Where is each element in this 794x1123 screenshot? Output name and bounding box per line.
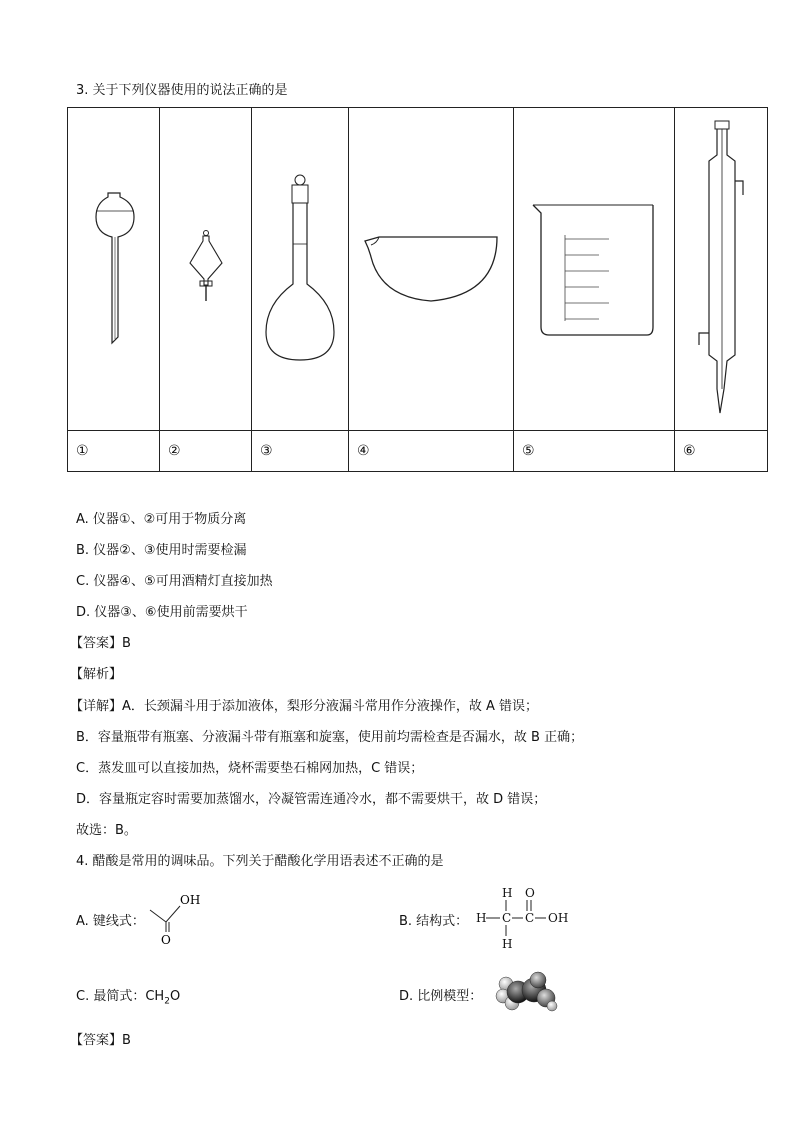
- q3-option-c: C. 仪器④、⑤可用酒精灯直接加热: [76, 574, 273, 589]
- label-1: ①: [68, 431, 160, 472]
- skeletal-formula: [146, 890, 216, 948]
- q4-option-d-label: D. 比例模型：: [399, 989, 483, 1004]
- evaporating-dish-icon: [361, 229, 501, 309]
- apparatus-table: [67, 107, 768, 472]
- skeletal-o-label: O: [161, 933, 171, 947]
- struct-oh: OH: [548, 911, 569, 925]
- label-3: ③: [252, 431, 349, 472]
- empirical-formula-end: O: [169, 989, 181, 1004]
- empirical-formula-subscript: 2: [164, 996, 170, 1007]
- empirical-formula-main: CH: [145, 989, 165, 1004]
- volumetric-flask-icon: [260, 174, 340, 364]
- q4-option-b-label: B. 结构式：: [399, 914, 469, 929]
- label-5: ⑤: [514, 431, 675, 472]
- q3-option-a: A. 仪器①、②可用于物质分离: [76, 512, 247, 527]
- q4-option-c: [76, 985, 180, 1007]
- struct-c-1: C: [502, 911, 512, 925]
- cell-5: [514, 108, 675, 431]
- struct-h-left: H: [476, 911, 487, 925]
- label-4: ④: [349, 431, 514, 472]
- question-4-title: 4. 醋酸是常用的调味品。下列关于醋酸化学用语表述不正确的是: [76, 854, 444, 869]
- q3-explain-4: D．容量瓶定容时需要加蒸馏水，冷凝管需连通冷水，都不需要烘干，故 D 错误；: [76, 792, 547, 807]
- q3-option-d: D. 仪器③、⑥使用前需要烘干: [76, 605, 248, 620]
- beaker-icon: [529, 199, 659, 339]
- struct-h-top: H: [502, 886, 513, 900]
- condenser-icon: [691, 119, 751, 419]
- struct-o-top: O: [525, 886, 535, 900]
- long-neck-funnel-icon: [84, 189, 144, 349]
- struct-h-bottom: H: [502, 937, 513, 951]
- label-2: ②: [160, 431, 252, 472]
- q3-explain-2: B．容量瓶带有瓶塞、分液漏斗带有瓶塞和旋塞，使用前均需检查是否漏水，故 B 正确；: [76, 730, 584, 745]
- struct-c-2: C: [525, 911, 535, 925]
- q3-answer: 【答案】B: [70, 636, 131, 651]
- question-3-title: 3. 关于下列仪器使用的说法正确的是: [76, 83, 288, 98]
- label-6: ⑥: [675, 431, 768, 472]
- cell-4: [349, 108, 514, 431]
- q4-answer: 【答案】B: [70, 1033, 131, 1048]
- q4-option-c-label: C. 最简式：: [76, 989, 146, 1004]
- q3-option-b: B. 仪器②、③使用时需要检漏: [76, 543, 247, 558]
- cell-3: [252, 108, 349, 431]
- q4-option-a-label: A. 键线式：: [76, 914, 145, 929]
- cell-1: [68, 108, 160, 431]
- cell-2: [160, 108, 252, 431]
- separatory-funnel-icon: [186, 229, 226, 309]
- space-filling-model-icon: [494, 970, 560, 1014]
- cell-6: [675, 108, 768, 431]
- q3-explain-1: 【详解】A．长颈漏斗用于添加液体，梨形分液漏斗常用作分液操作，故 A 错误；: [70, 699, 539, 714]
- q3-explain-3: C．蒸发皿可以直接加热，烧杯需要垫石棉网加热，C 错误；: [76, 761, 424, 776]
- q3-analysis-heading: 【解析】: [70, 667, 123, 682]
- q3-conclusion: 故选：B。: [76, 823, 137, 838]
- structural-formula: [474, 884, 574, 954]
- skeletal-oh-label: OH: [180, 893, 201, 907]
